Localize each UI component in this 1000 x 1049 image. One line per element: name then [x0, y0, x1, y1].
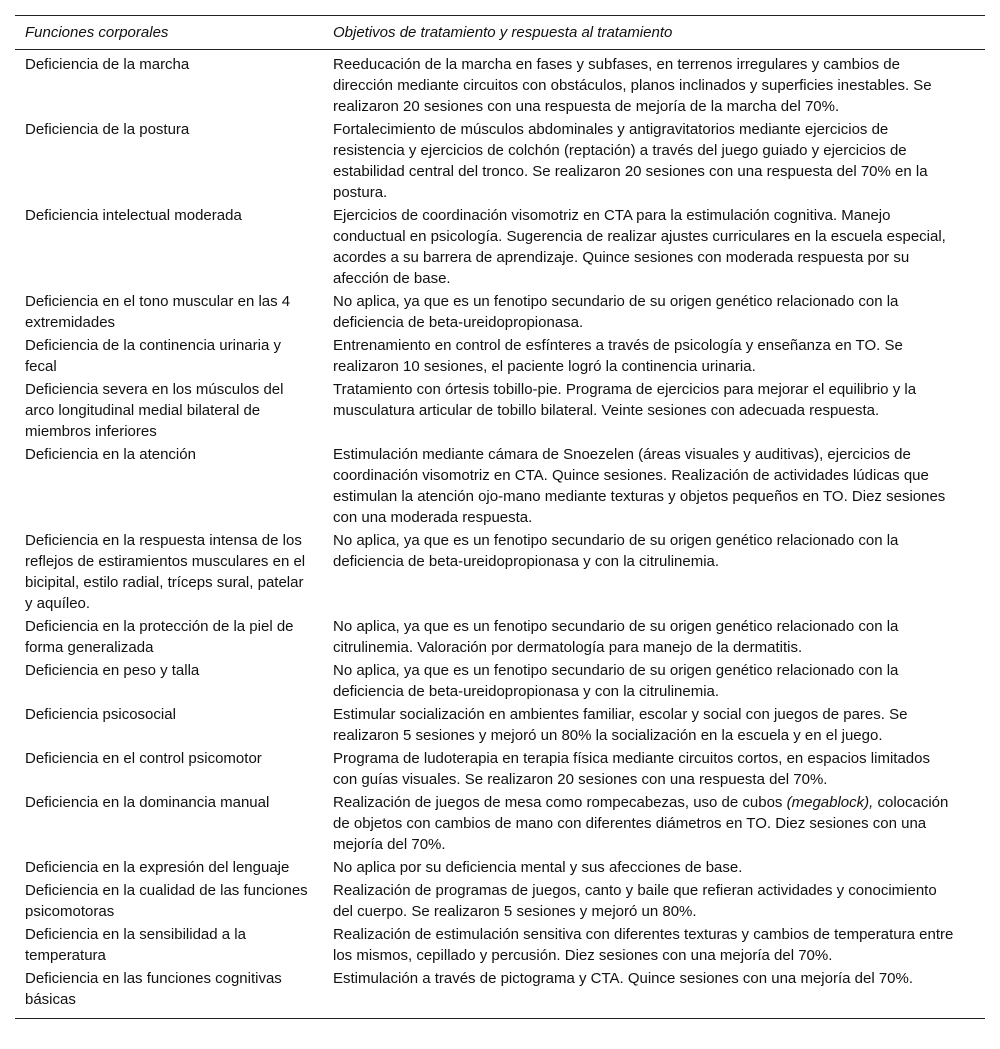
function-cell: Deficiencia en peso y talla [25, 662, 200, 679]
table-row [15, 659, 985, 703]
objective-cell: No aplica por su deficiencia mental y sus afecciones de base. [333, 859, 743, 876]
function-cell: Deficiencia severa en los músculos del arco longitudinal medial bilateral de miembros inferiores [25, 381, 284, 440]
table-row [15, 334, 985, 378]
function-cell: Deficiencia en la respuesta intensa de los reflejos de estiramientos musculares en el bicipital, estilo radial, tríceps sural, patelar y aquíleo. [25, 532, 306, 612]
function-cell: Deficiencia de la marcha [25, 56, 190, 73]
objective-cell [323, 791, 985, 856]
table-row [15, 791, 985, 856]
objective-cell: Realización de estimulación sensitiva con diferentes texturas y cambios de temperatura entre los mismos, cepillado y percusión. Diez sesiones con una mejoría del 70%. [333, 926, 954, 964]
header-body-functions: Funciones corporales [25, 24, 169, 41]
table-row [15, 204, 985, 290]
objective-cell: Entrenamiento en control de esfínteres a través de psicología y enseñanza en TO. Se realizaron 10 sesiones, el paciente logró la continencia urinaria. [333, 337, 903, 375]
objective-cell: Estimulación a través de pictograma y CTA. Quince sesiones con una mejoría del 70%. [333, 970, 914, 987]
function-cell: Deficiencia en la sensibilidad a la temperatura [25, 926, 246, 964]
function-cell: Deficiencia intelectual moderada [25, 207, 242, 224]
objective-text: Realización de juegos de mesa como rompecabezas, uso de cubos [333, 794, 787, 811]
table-row [15, 879, 985, 923]
table-row [15, 923, 985, 967]
objective-cell: Realización de programas de juegos, canto y baile que refieran actividades y conocimiento del cuerpo. Se realizaron 5 sesiones y mejoró un 80%. [333, 882, 937, 920]
objective-cell: Reeducación de la marcha en fases y subfases, en terrenos irregulares y cambios de dirección mediante circuitos con obstáculos, planos inclinados y superficies inestables. Se realizaron 20 sesiones con una respuesta de mejoría de la marcha del 70%. [333, 56, 932, 115]
function-cell: Deficiencia en las funciones cognitivas básicas [25, 970, 282, 1008]
function-cell: Deficiencia en el tono muscular en las 4 extremidades [25, 293, 291, 331]
objective-cell: No aplica, ya que es un fenotipo secundario de su origen genético relacionado con la deficiencia de beta-ureidopropionasa y con la citrulinemia. [333, 532, 899, 570]
table-header [15, 16, 985, 50]
objective-cell: Programa de ludoterapia en terapia física mediante circuitos cortos, en espacios limitados con guías visuales. Se realizaron 20 sesiones con una respuesta del 70%. [333, 750, 930, 788]
function-cell: Deficiencia en el control psicomotor [25, 750, 262, 767]
table-row [15, 856, 985, 879]
table-row [15, 443, 985, 529]
table-body [15, 50, 985, 1019]
table-row [15, 703, 985, 747]
objective-text: colocación de objetos con cambios de mano con diferentes diámetros en TO. Diez sesiones con una mejoría del 70%. [333, 794, 949, 853]
function-cell: Deficiencia de la postura [25, 121, 190, 138]
function-cell: Deficiencia en la dominancia manual [25, 794, 270, 811]
table-row [15, 747, 985, 791]
table-row [15, 50, 985, 119]
table-row [15, 118, 985, 204]
objective-cell: Tratamiento con órtesis tobillo-pie. Programa de ejercicios para mejorar el equilibrio y la musculatura articular de tobillo bilateral. Veinte sesiones con adecuada respuesta. [333, 381, 917, 419]
treatment-table-container [15, 15, 985, 1019]
objective-cell: No aplica, ya que es un fenotipo secundario de su origen genético relacionado con la deficiencia de beta-ureidopropionasa y con la citrulinemia. [333, 662, 899, 700]
header-row [15, 16, 985, 50]
objective-cell: No aplica, ya que es un fenotipo secundario de su origen genético relacionado con la deficiencia de beta-ureidopropionasa. [333, 293, 899, 331]
function-cell: Deficiencia de la continencia urinaria y fecal [25, 337, 281, 375]
treatment-table [15, 15, 985, 1019]
objective-cell: Estimular socialización en ambientes familiar, escolar y social con juegos de pares. Se realizaron 5 sesiones y mejoró un 80% la socialización en la escuela y en el juego. [333, 706, 908, 744]
objective-italic-term: (megablock), [786, 794, 874, 811]
objective-cell: Fortalecimiento de músculos abdominales y antigravitatorios mediante ejercicios de resistencia y ejercicios de colchón (reptación) a través del juego guiado y ejercicios de estabilidad central del tronco. Se realizaron 20 sesiones con una respuesta del 70% en la postura. [333, 121, 928, 201]
objective-cell: Ejercicios de coordinación visomotriz en CTA para la estimulación cognitiva. Manejo conductual en psicología. Sugerencia de realizar ajustes curriculares en la escuela especial, acordes a su barrera de aprendizaje. Quince sesiones con moderada respuesta por su afección de base. [333, 207, 946, 287]
table-row [15, 529, 985, 615]
function-cell: Deficiencia psicosocial [25, 706, 176, 723]
function-cell: Deficiencia en la cualidad de las funciones psicomotoras [25, 882, 308, 920]
function-cell: Deficiencia en la expresión del lenguaje [25, 859, 290, 876]
objective-cell: No aplica, ya que es un fenotipo secundario de su origen genético relacionado con la citrulinemia. Valoración por dermatología para manejo de la dermatitis. [333, 618, 899, 656]
table-row [15, 967, 985, 1019]
function-cell: Deficiencia en la atención [25, 446, 196, 463]
objective-cell: Estimulación mediante cámara de Snoezelen (áreas visuales y auditivas), ejercicios de coordinación visomotriz en CTA. Quince sesiones. Realización de actividades lúdicas que estimulan la atención ojo-mano mediante texturas y objetos pequeños en TO. Diez sesiones con una moderada respuesta. [333, 446, 946, 526]
table-row [15, 378, 985, 443]
function-cell: Deficiencia en la protección de la piel de forma generalizada [25, 618, 294, 656]
table-row [15, 615, 985, 659]
header-treatment-objectives: Objetivos de tratamiento y respuesta al tratamiento [333, 24, 673, 41]
table-row [15, 290, 985, 334]
